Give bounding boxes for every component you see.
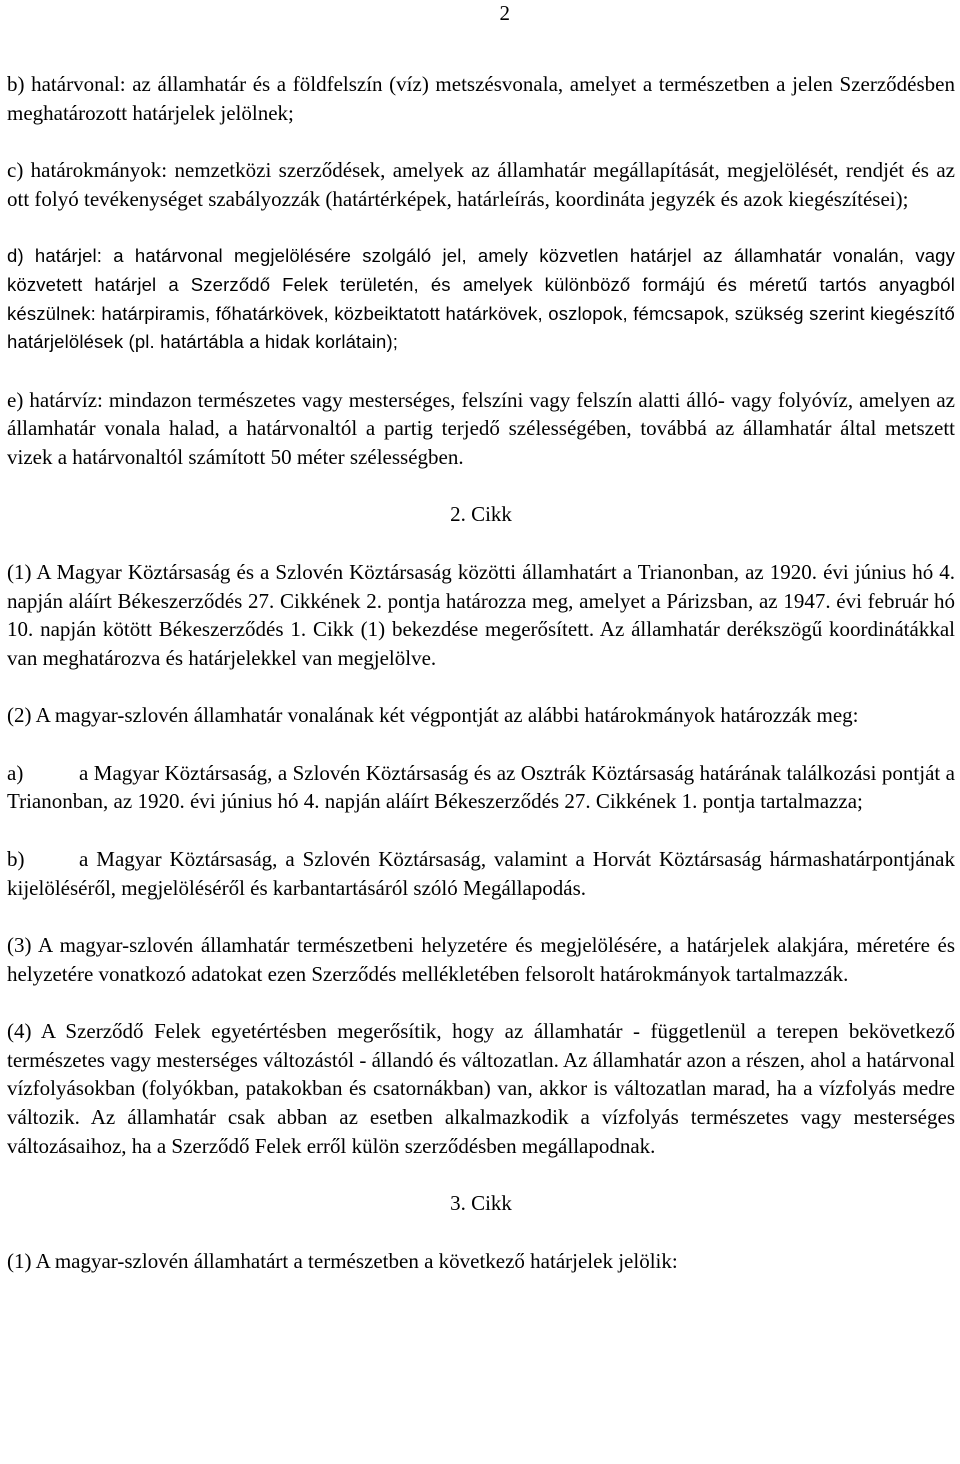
definition-c: c) határokmányok: nemzetközi szerződések, amelyek az államhatár megállapítását, megjelölését, rendjét és az ott folyó tevékenységet szabályozzák (határtérképek, határleírás, koordináta jegyzék és azok kiegészítései); — [7, 158, 955, 211]
item-b-text: a Magyar Köztársaság, a Szlovén Köztársaság, valamint a Horvát Köztársaság hármashatárpontjának kijelöléséről, megjelöléséről és karbantartásáról szóló Megállapodás. — [7, 846, 955, 900]
item-b-letter: b) — [7, 846, 25, 871]
article-2-item-a — [7, 759, 955, 816]
definition-d: d) határjel: a határvonal megjelölésére szolgáló jel, amely közvetlen határjel az államhatár vonalán, vagy közvetett határjel a Szerződő Felek területén, és amelyek különböző formájú és méretű tartós anyagból készülnek: határpiramis, főhatárkövek, közbeiktatott határkövek, oszlopok, fémcsapok, szükség szerint kiegészítő határjelölések (pl. határtábla a hidak korlátain); — [7, 245, 955, 353]
article-2-paragraph-3: (3) A magyar-szlovén államhatár természetbeni helyzetére és megjelölésére, a határjelek alakjára, méretére és helyzetére vonatkozó adatokat ezen Szerződés mellékletében felsorolt határokmányok tartalmazzák. — [7, 932, 955, 986]
article-2-heading: 2. Cikk — [450, 502, 512, 527]
definition-b: b) határvonal: az államhatár és a földfelszín (víz) metszésvonala, amelyet a természetben a jelen Szerződésben meghatározott határjelek jelölnek; — [7, 72, 955, 125]
article-3-paragraph-1: (1) A magyar-szlovén államhatárt a természetben a következő határjelek jelölik: — [7, 1248, 678, 1273]
article-2-paragraph-1: (1) A Magyar Köztársaság és a Szlovén Köztársaság közötti államhatárt a Trianonban, az 1920. évi június hó 4. napján aláírt Békeszerződés 27. Cikkének 2. pontja határozza meg, amelyet a Párizsban, az 1947. évi február hó 10. napján kötött Békeszerződés 1. Cikk (1) bekezdése megerősített. Az államhatár derékszögű koordinátákkal van meghatározva és határjelekkel van megjelölve. — [7, 559, 955, 670]
article-2-paragraph-4: (4) A Szerződő Felek egyetértésben megerősítik, hogy az államhatár - függetlenül a terepen bekövetkező természetes vagy mesterséges változástól - állandó és változatlan. Az államhatár azon a részen, ahol a határvonal vízfolyásokban (folyókban, patakokban és csatornákban) van, akkor is változatlan marad, ha a vízfolyás medre változik. Az államhatár csak abban az esetben alkalmazkodik a vízfolyás természetes vagy mesterséges változásaihoz, ha a Szerződő Felek erről külön szerződésben megállapodnak. — [7, 1019, 955, 1158]
item-a-text: a Magyar Köztársaság, a Szlovén Köztársaság és az Osztrák Köztársaság határának találkozási pontját a Trianonban, az 1920. évi június hó 4. napján aláírt Békeszerződés 27. Cikkének 1. pontja tartalmazza; — [7, 760, 955, 814]
article-2-item-b — [7, 845, 955, 902]
article-3-heading: 3. Cikk — [450, 1191, 512, 1216]
document-body — [7, 70, 955, 1275]
page-number: 2 — [499, 1, 510, 25]
definition-e: e) határvíz: mindazon természetes vagy mesterséges, felszíni vagy felszín alatti álló- vagy folyóvíz, amelyen az államhatár vonala halad, a határvonaltól a partig terjedő szélességében, továbbá az államhatár által metszett vizek a határvonaltól számított 50 méter szélességben. — [7, 387, 955, 470]
article-2-paragraph-2: (2) A magyar-szlovén államhatár vonalának két végpontját az alábbi határokmányok határozzák meg: — [7, 703, 859, 728]
item-a-letter: a) — [7, 760, 24, 785]
